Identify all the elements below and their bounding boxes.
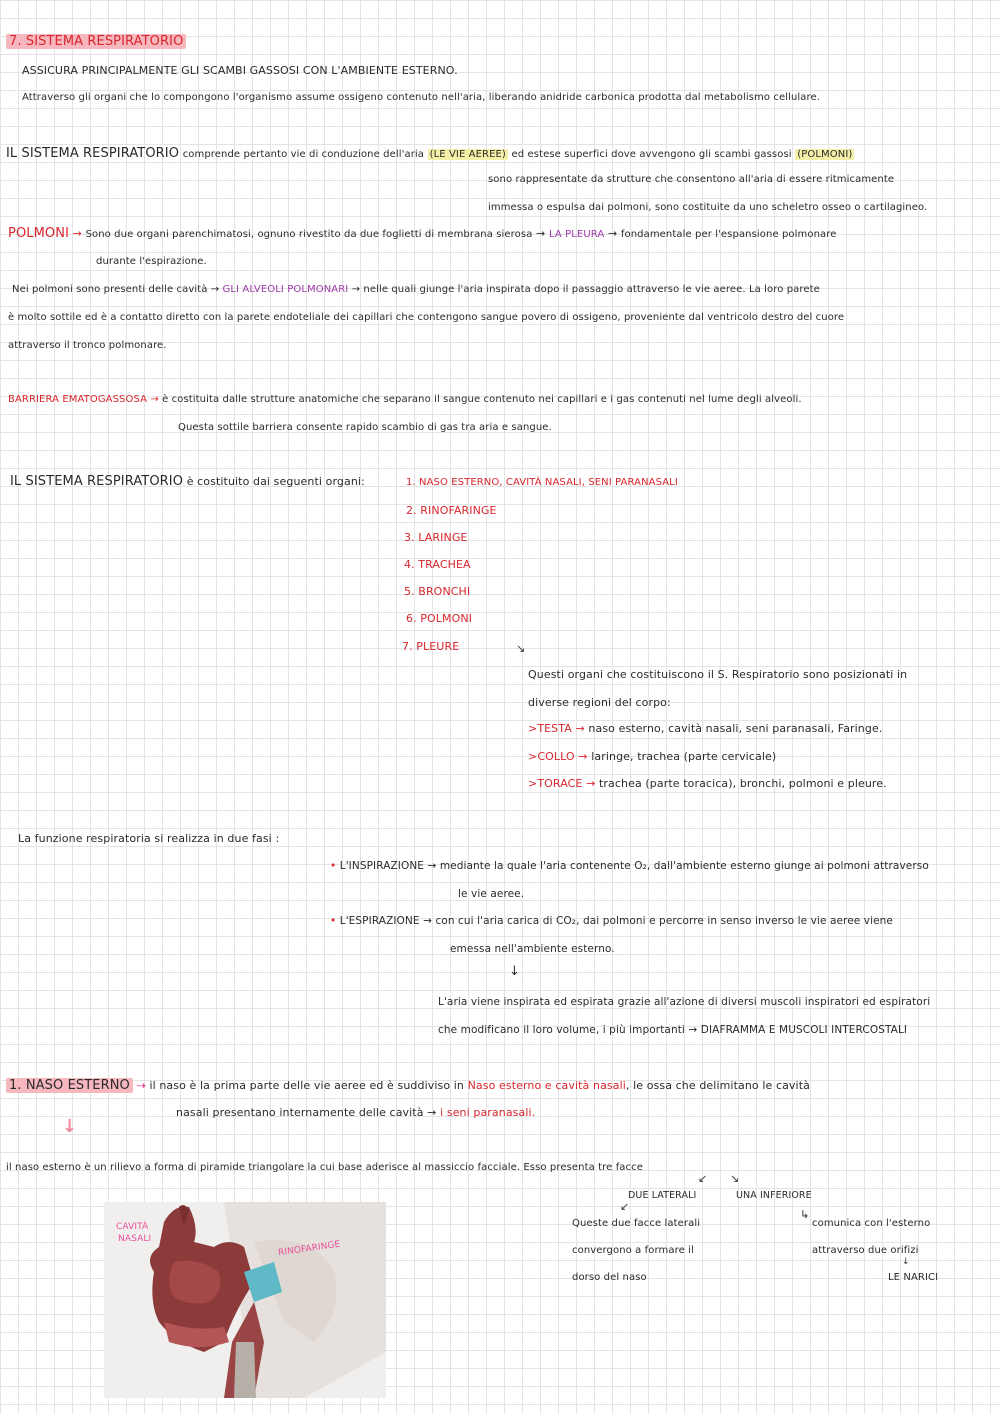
region-torace-text: trachea (parte toracica), bronchi, polmoni e pleure.: [599, 777, 887, 790]
organ-item-5: 5. BRONCHI: [404, 585, 471, 598]
organi-note-2: diverse regioni del corpo:: [528, 696, 671, 709]
alveoli-text-2: nelle quali giunge l'aria inspirata dopo il passaggio attraverso le vie aeree. La loro parete: [363, 284, 820, 295]
espirazione-label: L'ESPIRAZIONE: [339, 915, 420, 927]
naso-text-3: nasali presentano internamente delle cavità: [176, 1106, 424, 1119]
down-arrow-icon: ↓: [509, 964, 520, 979]
region-torace: [528, 777, 887, 790]
region-testa-text: naso esterno, cavità nasali, seni paranasali, Faringe.: [588, 722, 883, 735]
organi-note-1: Questi organi che costituiscono il S. Respiratorio sono posizionati in: [528, 668, 908, 681]
curved-arrow-icon: ↙: [620, 1200, 630, 1213]
inferiore-2: attraverso due orifizi: [812, 1245, 919, 1256]
naso-red-1: Naso esterno e cavità nasali: [467, 1079, 626, 1092]
naso-desc: il naso esterno è un rilievo a forma di piramide triangolare la cui base aderisce al massiccio facciale. Esso presenta tre facce: [6, 1162, 643, 1173]
region-torace-label: >TORACE: [528, 777, 583, 790]
muscoli-line-2: [438, 1024, 907, 1036]
muscoli-text: che modificano il loro volume, i più importanti: [438, 1024, 685, 1036]
comprende-sub-1: sono rappresentate da strutture che consentono all'aria di essere ritmicamente: [488, 174, 895, 185]
arrow-icon: →: [575, 722, 585, 735]
polmoni-line: [8, 226, 837, 241]
organ-item-7: 7. PLEURE: [402, 640, 460, 653]
inspirazione-text-2: le vie aeree.: [458, 888, 525, 900]
muscoli-highlight: DIAFRAMMA E MUSCOLI INTERCOSTALI: [700, 1024, 908, 1036]
inspirazione-label: L'INSPIRAZIONE: [339, 860, 425, 872]
inferiore-3: LE NARICI: [888, 1272, 939, 1283]
region-testa: [528, 722, 882, 735]
organi-lead: IL SISTEMA RESPIRATORIO: [10, 474, 184, 489]
naso-red-2: i seni paranasali.: [440, 1106, 536, 1119]
arrow-icon: →: [351, 284, 361, 295]
espirazione-text: con cui l'aria carica di CO₂, dai polmoni e percorre in senso inverso le vie aeree viene: [435, 915, 893, 927]
arrow-icon: →: [210, 284, 220, 295]
organ-item-1: 1. NASO ESTERNO, CAVITÀ NASALI, SENI PARANASALI: [406, 477, 678, 488]
region-collo: [528, 750, 776, 763]
organi-line: [10, 474, 365, 489]
organ-item-6: 6. POLMONI: [406, 612, 473, 625]
arrow-icon: ⇢: [136, 1079, 146, 1092]
comprende-lead: IL SISTEMA RESPIRATORIO: [6, 146, 180, 161]
alveoli-line-3: attraverso il tronco polmonare.: [8, 340, 167, 351]
arrow-icon: ↘: [730, 1172, 740, 1185]
naso-text-1: il naso è la prima parte delle vie aeree ed è suddiviso in: [149, 1079, 464, 1092]
inspirazione-text: mediante la quale l'aria contenente O₂, dall'ambiente esterno giunge ai polmoni attraverso: [439, 860, 929, 872]
barriera-line: [8, 394, 802, 405]
laterali-2: convergono a formare il: [572, 1245, 694, 1256]
polmoni-text-3: durante l'espirazione.: [96, 256, 207, 267]
naso-line-2: [176, 1106, 535, 1119]
arrow-icon: →: [427, 1106, 437, 1119]
laterali-3: dorso del naso: [572, 1272, 647, 1283]
polmoni-text: Sono due organi parenchimatosi, ognuno rivestito da due foglietti di membrana sierosa: [85, 229, 533, 240]
arrow-icon: →: [427, 860, 437, 872]
barriera-sub: Questa sottile barriera consente rapido scambio di gas tra aria e sangue.: [178, 422, 552, 433]
img-label-cavita: CAVITÀ: [116, 1222, 149, 1232]
due-laterali: DUE LATERALI: [628, 1190, 697, 1201]
img-label-rinofaringe: RINOFARINGE: [277, 1239, 342, 1259]
comprende-text-2: ed estese superfici dove avvengono gli scambi gassosi: [511, 149, 792, 160]
down-arrow-icon: ↓: [62, 1116, 78, 1137]
arrow-icon: →: [72, 227, 82, 240]
una-inferiore: UNA INFERIORE: [736, 1190, 812, 1201]
intro-line-1: ASSICURA PRINCIPALMENTE GLI SCAMBI GASSOSI CON L'AMBIENTE ESTERNO.: [22, 64, 458, 77]
naso-line-1: [6, 1078, 810, 1093]
organi-text: è costituito dai seguenti organi:: [186, 475, 365, 488]
espirazione-line: [330, 915, 893, 927]
curved-arrow-icon: ↳: [800, 1208, 810, 1221]
organ-item-2: 2. RINOFARINGE: [406, 504, 497, 517]
alveoli-text-1: Nei polmoni sono presenti delle cavità: [12, 284, 208, 295]
intro-line-2: Attraverso gli organi che lo compongono l'organismo assume ossigeno contenuto nell'aria, liberando anidride carbonica prodotta dal metabolismo cellulare.: [22, 92, 821, 103]
naso-label: 1. NASO ESTERNO: [6, 1078, 133, 1093]
arrow-icon: →: [607, 227, 618, 240]
polmoni-text-2: fondamentale per l'espansione polmonare: [620, 229, 837, 240]
espirazione-text-2: emessa nell'ambiente esterno.: [450, 943, 615, 955]
curved-arrow-icon: ↘: [516, 642, 526, 655]
region-collo-text: laringe, trachea (parte cervicale): [591, 750, 777, 763]
arrow-icon: →: [578, 750, 588, 763]
barriera-label: BARRIERA EMATOGASSOSA: [8, 394, 148, 405]
funzione-lead-text: La funzione respiratoria si realizza in due fasi: [18, 832, 272, 845]
bullet-icon: •: [330, 915, 337, 927]
arrow-icon: →: [688, 1024, 698, 1036]
arrow-icon: →: [423, 915, 432, 927]
polmoni-label: POLMONI: [8, 226, 70, 241]
inspirazione-line: [330, 860, 929, 872]
img-label-nasali: NASALI: [118, 1234, 152, 1244]
bullet-icon: •: [330, 860, 337, 872]
arrow-icon: →: [150, 394, 159, 405]
alveoli-line-1: [12, 284, 820, 295]
funzione-lead: La funzione respiratoria si realizza in due fasi :: [18, 832, 280, 845]
comprende-line: [6, 146, 854, 161]
vie-aeree-highlight: (LE VIE AEREE): [429, 149, 506, 160]
region-collo-label: >COLLO: [528, 750, 575, 763]
comprende-text: comprende pertanto vie di conduzione dell'aria: [182, 149, 425, 160]
polmoni-highlight: (POLMONI): [797, 149, 853, 160]
barriera-text: è costituita dalle strutture anatomiche che separano il sangue contenuto nei capillari e i gas contenuti nel lume degli alveoli.: [162, 394, 802, 405]
down-arrow-icon: ↓: [902, 1257, 910, 1267]
muscoli-line-1: L'aria viene inspirata ed espirata grazie all'azione di diversi muscoli inspiratori ed espiratori: [438, 996, 931, 1008]
arrow-icon: ↙: [698, 1172, 708, 1185]
comprende-sub-2: immessa o espulsa dai polmoni, sono costituite da uno scheletro osseo o cartilagineo.: [488, 202, 928, 213]
organ-item-3: 3. LARINGE: [404, 531, 468, 544]
alveoli-label: GLI ALVEOLI POLMONARI: [222, 284, 349, 295]
arrow-icon: →: [586, 777, 596, 790]
page-title: [6, 34, 186, 49]
region-testa-label: >TESTA: [528, 722, 572, 735]
title-text: 7. SISTEMA RESPIRATORIO: [6, 34, 186, 49]
pleura-label: LA PLEURA: [548, 229, 605, 240]
arrow-icon: →: [536, 227, 546, 240]
organ-item-4: 4. TRACHEA: [404, 558, 471, 571]
laterali-1: Queste due facce laterali: [572, 1218, 701, 1229]
naso-text-2: , le ossa che delimitano le cavità: [625, 1079, 810, 1092]
alveoli-line-2: è molto sottile ed è a contatto diretto con la parete endoteliale dei capillari che contengono sangue povero di ossigeno, proveniente dal ventricolo destro del cuore: [8, 312, 845, 323]
inferiore-1: comunica con l'esterno: [812, 1218, 931, 1229]
